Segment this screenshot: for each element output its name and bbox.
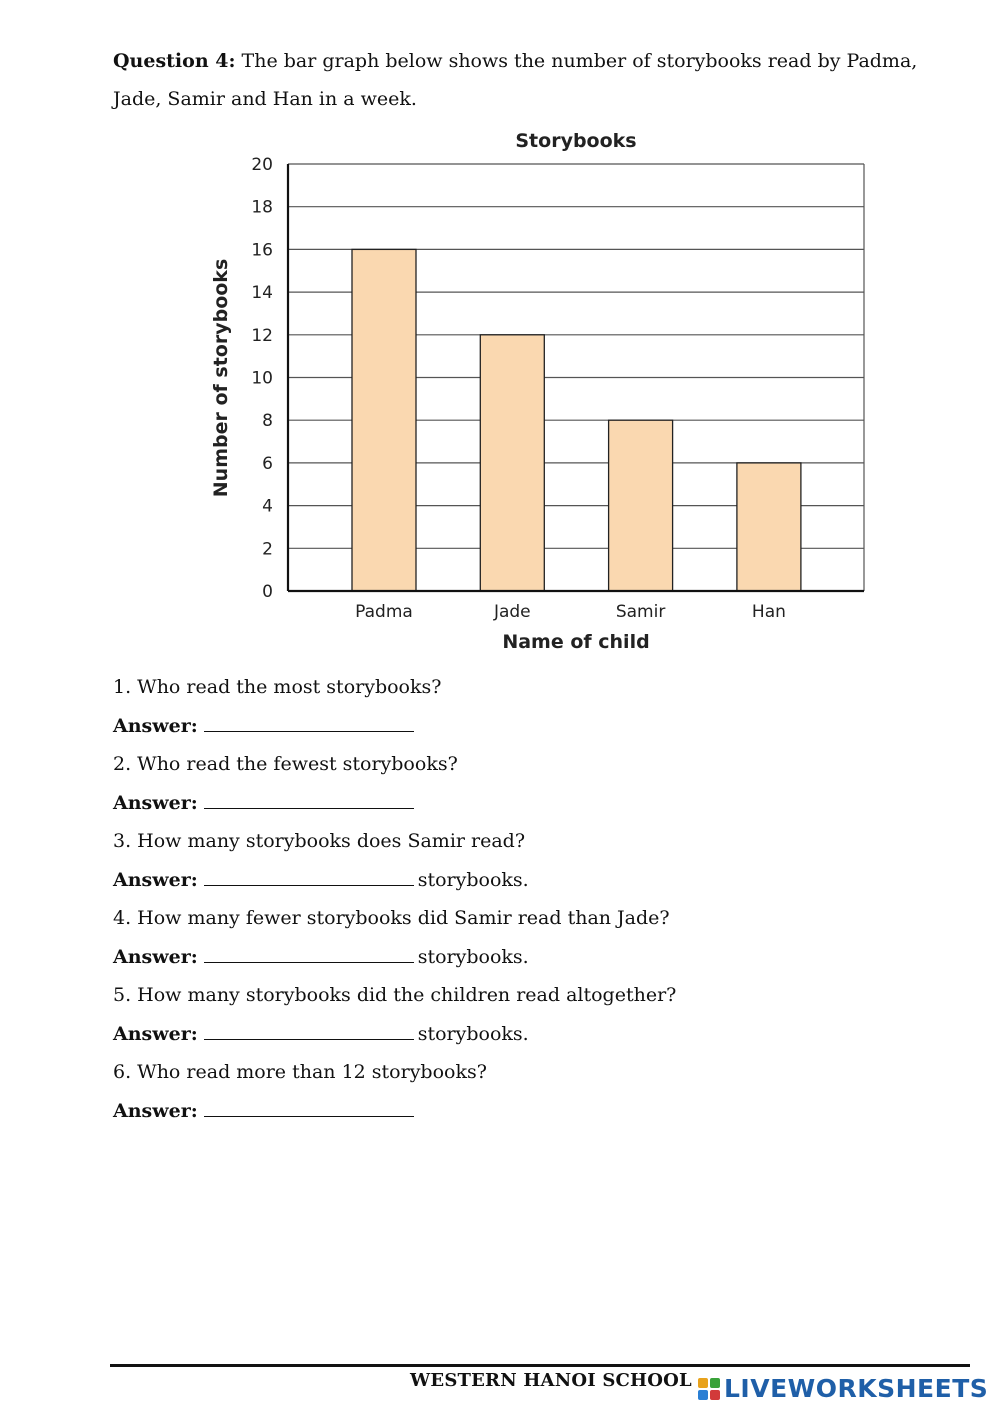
y-tick-label: 10 (251, 368, 273, 389)
answer-5-label: Answer: (113, 1022, 198, 1045)
question-5 (113, 976, 953, 1015)
question-4-text: 4. How many fewer storybooks did Samir read than Jade? (113, 907, 670, 929)
y-tick-label: 2 (262, 539, 273, 560)
x-category-label: Han (751, 602, 786, 622)
question-3 (113, 822, 953, 861)
footer-divider (110, 1364, 970, 1367)
answer-2 (113, 784, 953, 823)
liveworksheets-text: LIVEWORKSHEETS (724, 1374, 989, 1403)
y-tick-labels (251, 155, 273, 602)
answer-3-label: Answer: (113, 868, 198, 891)
question-6 (113, 1053, 953, 1092)
answer-6-blank[interactable] (204, 1098, 414, 1117)
y-tick-label: 8 (262, 411, 273, 432)
bar-han (737, 463, 801, 591)
question-3-text: 3. How many storybooks does Samir read? (113, 830, 526, 852)
answer-1-label: Answer: (113, 714, 198, 737)
question-intro (113, 42, 953, 118)
liveworksheets-logo[interactable] (698, 1374, 988, 1403)
answer-5-suffix: storybooks. (417, 1022, 529, 1045)
answer-3-blank[interactable] (204, 867, 414, 886)
answer-3 (113, 861, 953, 900)
y-tick-label: 16 (251, 240, 273, 261)
school-name: WESTERN HANOI SCHOOL (410, 1370, 692, 1391)
question-2 (113, 745, 953, 784)
chart-title: Storybooks (515, 130, 637, 152)
answer-2-blank[interactable] (204, 790, 414, 809)
question-5-text: 5. How many storybooks did the children read altogether? (113, 984, 677, 1006)
question-list (113, 668, 953, 1130)
x-category-label: Samir (615, 602, 666, 622)
x-category-label: Jade (493, 602, 531, 622)
answer-4-suffix: storybooks. (417, 945, 529, 968)
answer-5-blank[interactable] (204, 1021, 414, 1040)
answer-5 (113, 1015, 953, 1054)
question-1-text: 1. Who read the most storybooks? (113, 676, 442, 698)
answer-2-label: Answer: (113, 791, 198, 814)
question-6-text: 6. Who read more than 12 storybooks? (113, 1061, 487, 1083)
y-tick-label: 18 (251, 197, 273, 218)
answer-6-label: Answer: (113, 1099, 198, 1122)
question-text: The bar graph below shows the number of storybooks read by Padma, Jade, Samir and Han in a week. (113, 50, 918, 110)
bar-padma (352, 249, 416, 591)
bar-chart (195, 120, 885, 660)
liveworksheets-icon (698, 1378, 720, 1400)
x-axis-title: Name of child (502, 631, 650, 653)
answer-6 (113, 1092, 953, 1131)
y-tick-label: 6 (262, 453, 273, 474)
answer-4 (113, 938, 953, 977)
y-tick-label: 12 (251, 325, 273, 346)
x-category-labels (355, 602, 786, 622)
bar-jade (480, 335, 544, 591)
question-label: Question 4: (113, 50, 236, 72)
question-4 (113, 899, 953, 938)
x-category-label: Padma (355, 602, 413, 622)
y-axis-title: Number of storybooks (210, 258, 232, 498)
y-tick-label: 20 (251, 155, 273, 175)
question-2-text: 2. Who read the fewest storybooks? (113, 753, 458, 775)
y-tick-label: 4 (262, 496, 273, 517)
answer-1 (113, 707, 953, 746)
y-tick-label: 0 (262, 582, 273, 602)
answer-3-suffix: storybooks. (417, 868, 529, 891)
answer-1-blank[interactable] (204, 713, 414, 732)
answer-4-label: Answer: (113, 945, 198, 968)
answer-4-blank[interactable] (204, 944, 414, 963)
y-tick-label: 14 (251, 283, 273, 304)
question-1 (113, 668, 953, 707)
bar-samir (609, 420, 673, 591)
